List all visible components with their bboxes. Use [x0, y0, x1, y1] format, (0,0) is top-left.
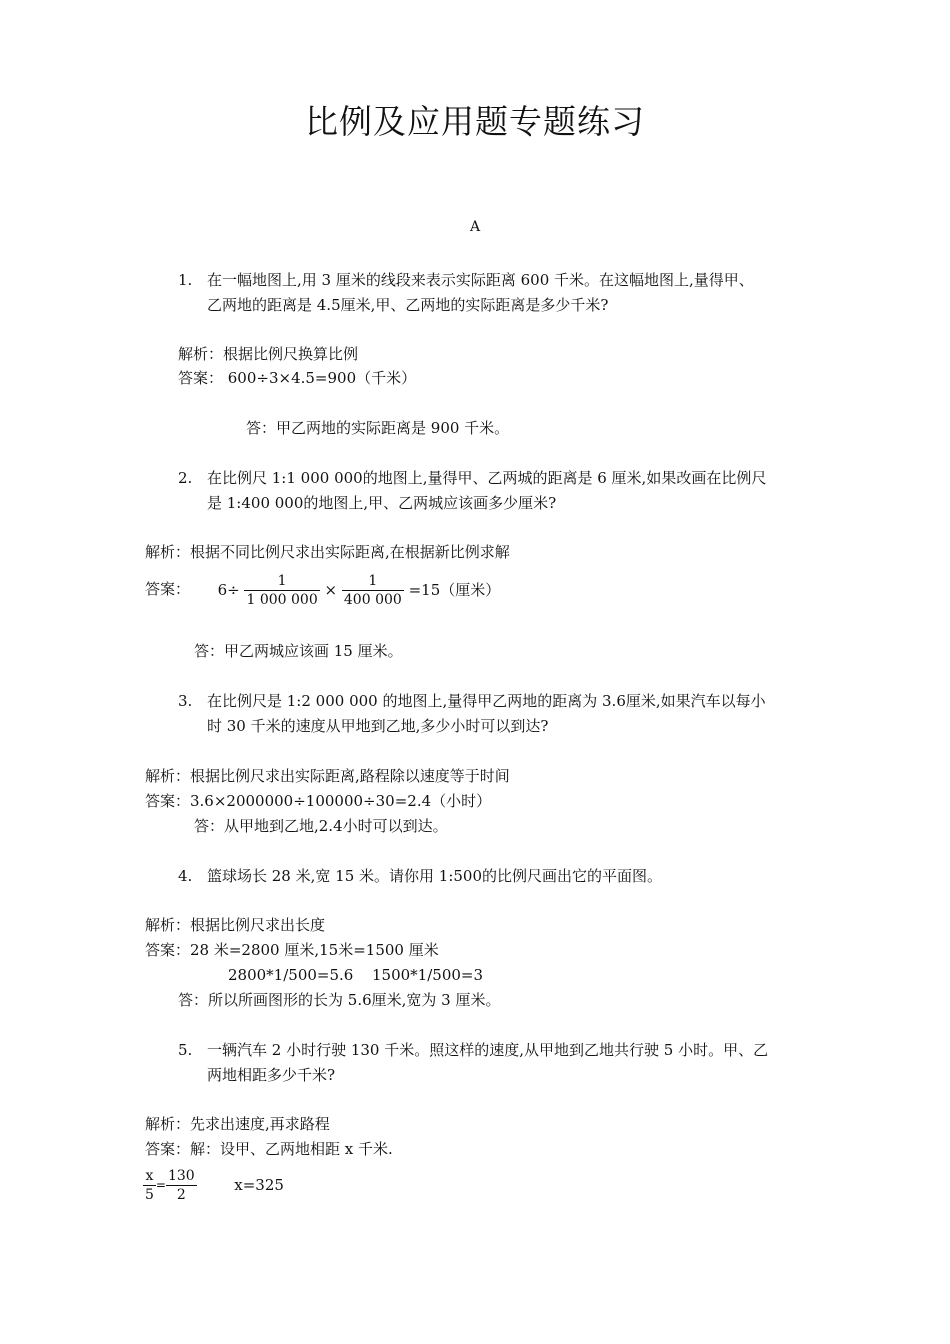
- q5-fraction-1-denominator: 5: [145, 1186, 154, 1203]
- q1-answer: 答案： 600÷3×4.5=900（千米）: [178, 369, 417, 387]
- section-label: A: [469, 219, 481, 235]
- q5-equals-sign: =: [155, 1178, 166, 1192]
- q5-fraction-1: [143, 1167, 156, 1204]
- q5-fraction-2-denominator: 2: [166, 1185, 197, 1204]
- q1-text-line1: 在一幅地图上,用 3 厘米的线段来表示实际距离 600 千米。在这幅地图上,量得甲、: [207, 271, 754, 289]
- q2-fraction-1-denominator: 1 000 000: [246, 591, 318, 608]
- q1-number: 1.: [178, 271, 193, 289]
- q2-times-sign: ×: [324, 581, 338, 599]
- q1-text-line2: 乙两地的距离是 4.5厘米,甲、乙两地的实际距离是多少千米?: [207, 296, 609, 314]
- q5-fraction-2-numerator: 130: [167, 1167, 195, 1184]
- q5-result: x=325: [234, 1176, 284, 1194]
- q2-text-line2: 是 1:400 000的地图上,甲、乙两城应该画多少厘米?: [207, 494, 557, 512]
- q2-answer: [145, 569, 500, 610]
- q3-reply: 答：从甲地到乙地,2.4小时可以到达。: [194, 817, 448, 835]
- q2-fraction-2-denominator: 400 000: [343, 591, 402, 608]
- q4-analysis: 解析：根据比例尺求出长度: [145, 916, 326, 934]
- q4-reply: 答：所以所画图形的长为 5.6厘米,宽为 3 厘米。: [178, 991, 501, 1009]
- q3-text-line2: 时 30 千米的速度从甲地到乙地,多少小时可以到达?: [207, 717, 549, 735]
- q4-text-line1: 篮球场长 28 米,宽 15 米。请你用 1:500的比例尺画出它的平面图。: [207, 867, 663, 885]
- q2-fraction-1: [244, 572, 319, 609]
- page-title: 比例及应用题专题练习: [305, 102, 645, 141]
- q2-answer-post: =15（厘米）: [408, 581, 501, 599]
- q3-number: 3.: [178, 692, 193, 710]
- q5-fraction-2: [166, 1167, 197, 1204]
- q2-answer-pre: 6÷: [217, 581, 240, 599]
- q3-analysis: 解析：根据比例尺求出实际距离,路程除以速度等于时间: [145, 767, 510, 785]
- q5-equation: [143, 1164, 284, 1205]
- q4-answer: 答案：28 米=2800 厘米,15米=1500 厘米: [145, 941, 439, 959]
- q4-calc-width: 1500*1/500=3: [372, 966, 484, 984]
- q2-reply: 答：甲乙两城应该画 15 厘米。: [194, 642, 403, 660]
- q2-fraction-2-numerator: 1: [368, 572, 378, 589]
- q2-fraction-2: [342, 572, 404, 609]
- q4-calc-length: 2800*1/500=5.6: [228, 966, 354, 984]
- q2-fraction-1-numerator: 1: [277, 572, 287, 589]
- q5-text-line2: 两地相距多少千米?: [207, 1066, 336, 1084]
- q2-text-line1: 在比例尺 1:1 000 000的地图上,量得甲、乙两城的距离是 6 厘米,如果改画在比例尺: [207, 469, 767, 487]
- q5-fraction-1-numerator: x: [145, 1167, 154, 1184]
- q1-reply: 答：甲乙两地的实际距离是 900 千米。: [246, 419, 510, 437]
- q5-number: 5.: [178, 1041, 193, 1059]
- q2-analysis: 解析：根据不同比例尺求出实际距离,在根据新比例求解: [145, 543, 510, 561]
- q1-analysis: 解析：根据比例尺换算比例: [178, 345, 359, 363]
- q2-number: 2.: [178, 469, 193, 487]
- q4-number: 4.: [178, 867, 193, 885]
- q3-answer: 答案：3.6×2000000÷100000÷30=2.4（小时）: [145, 792, 492, 810]
- q5-analysis: 解析：先求出速度,再求路程: [145, 1115, 330, 1133]
- q5-answer: 答案：解：设甲、乙两地相距 x 千米.: [145, 1140, 393, 1158]
- q3-text-line1: 在比例尺是 1:2 000 000 的地图上,量得甲乙两地的距离为 3.6厘米,如果汽车以每小: [207, 692, 766, 710]
- q2-answer-label: 答案：: [145, 580, 191, 598]
- q5-text-line1: 一辆汽车 2 小时行驶 130 千米。照这样的速度,从甲地到乙地共行驶 5 小时。甲、乙: [207, 1041, 769, 1059]
